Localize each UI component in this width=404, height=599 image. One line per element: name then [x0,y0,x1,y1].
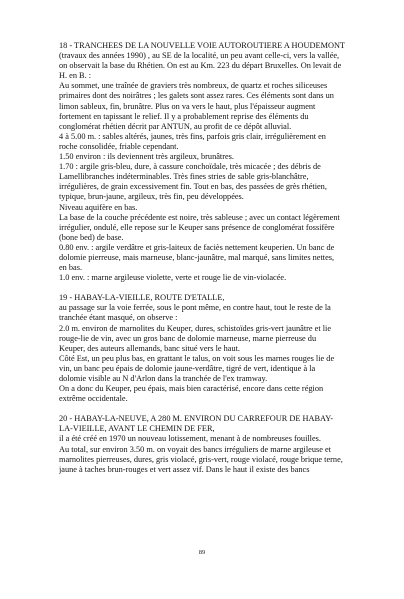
text-line: il a été créé en 1970 un nouveau lotissement, menant à de nombreuses fouilles. [59,434,321,444]
text-line: 1.0 env. : marne argileuse violette, verte et rouge lie de vin-violacée. [59,273,287,283]
section-gap [59,283,368,293]
text-line: 2.0 m. environ de marnolites du Keuper, dures, schistoïdes gris-vert jaunâtre et lie [59,323,332,333]
text-line: rouge-lie de vin, avec un gros banc de dolomie marneuse, marne pierreuse du [59,333,317,343]
text-line: marnolites pierreuses, dures, gris violacé, gris-vert, rouge violacé, rouge brique terne, [59,454,343,464]
text-line: (bone bed) de base. [59,232,124,242]
text-line: au passage sur la voie ferrée, sous le pont même, en contre haut, tout le reste de la [59,303,331,313]
text-line: La base de la couche précédente est noire, très sableuse ; avec un contact légèrement [59,212,340,222]
document-body [59,41,368,475]
text-line: Niveau aquifère en bas. [59,202,138,212]
section-20-heading: 20 - HABAY-LA-NEUVE, A 280 M. ENVIRON DU CARREFOUR DE HABAY- [59,414,334,424]
page-number: 89 [198,549,206,556]
section-20 [59,414,368,475]
text-line: en bas. [59,263,83,273]
section-18 [59,41,368,283]
text-line: Au total, sur environ 3.50 m. on voyait des bancs irréguliers de marne argileuse et [59,444,331,454]
text-line: roche consolidée, friable cependant. [59,141,179,151]
text-line: (travaux des années 1990) , au SE de la localité, un peu avant celle-ci, vers la vallée, [59,51,340,61]
text-line: on observait la base du Rhétien. On est au Km. 223 du départ Bruxelles. On levait de [59,61,342,71]
text-line: tranchée étant masqué, on observe : [59,313,178,323]
section-gap [59,404,368,414]
text-line: 4 à 5.00 m. : sables altérés, jaunes, très fins, parfois gris clair, irrégulièrement en [59,131,326,141]
text-line: 1.50 environ : ils deviennent très argileux, brunâtres. [59,152,234,162]
text-line: dolomie pierreuse, mais marneuse, blanc-jaunâtre, mal marqué, sans limites nettes, [59,252,335,262]
section-19-heading: 19 - HABAY-LA-VIEILLE, ROUTE D'ETALLE, [59,293,225,303]
section-19 [59,293,368,404]
text-line: 0.80 env. : argile verdâtre et gris-laiteux de faciès nettement keuperien. Un banc de [59,242,335,252]
text-line: vin, un banc peu épais de dolomie jaune-verdâtre, tigré de vert, identique à la [59,363,316,373]
text-line: 1.70 : argile gris-bleu, dure, à cassure conchoïdale, très micacée ; des débris de [59,162,321,172]
text-line: irrégulières, de grain excessivement fin. Tout en bas, des passées de grès rhétien, [59,182,327,192]
text-line: Keuper, des auteurs allemands, banc situé vers le haut. [59,343,240,353]
text-line: dolomie visible au N d'Arlon dans la tranchée de l'ex tramway. [59,374,268,383]
text-line: LA-VIEILLE, AVANT LE CHEMIN DE FER, [59,424,215,434]
text-line: Côté Est, un peu plus bas, en grattant le talus, on voit sous les marnes rouges lie de [59,353,335,363]
section-18-heading: 18 - TRANCHEES DE LA NOUVELLE VOIE AUTOROUTIERE A HOUDEMONT [59,41,345,50]
text-line: Lamellibranches indéterminables. Très fines stries de sable gris-blanchâtre, [59,172,309,182]
text-line: On a donc du Keuper, peu épais, mais bien caractérisé, encore dans cette région [59,384,324,394]
text-line: primaires dont des noirâtres ; les galets sont assez rares. Ces éléments sont dans un [59,91,334,101]
text-line: limon sableux, fin, brunâtre. Plus on va vers le haut, plus l'épaisseur augment [59,101,316,111]
text-line: typique, brun-jaune, argileux, très fin, peu développées. [59,192,244,202]
text-line: irrégulier, ondulé, elle repose sur le Keuper sans présence de conglomérat fossifère [59,222,335,232]
text-line: extrême occidentale. [59,394,128,404]
text-line: Au sommet, une traînée de graviers très nombreux, de quartz et roches siliceuses [59,81,328,91]
text-line: jaune à taches brun-rouges et vert assez vif. Dans le haut il existe des bancs [59,464,310,474]
text-line: H. en B. : [59,71,92,81]
text-line: conglomérat rhétien décrit par ANTUN, au profit de ce dépôt alluvial. [59,121,292,131]
text-line: fortement en tapissant le relief. Il y a probablement reprise des éléments du [59,111,309,121]
